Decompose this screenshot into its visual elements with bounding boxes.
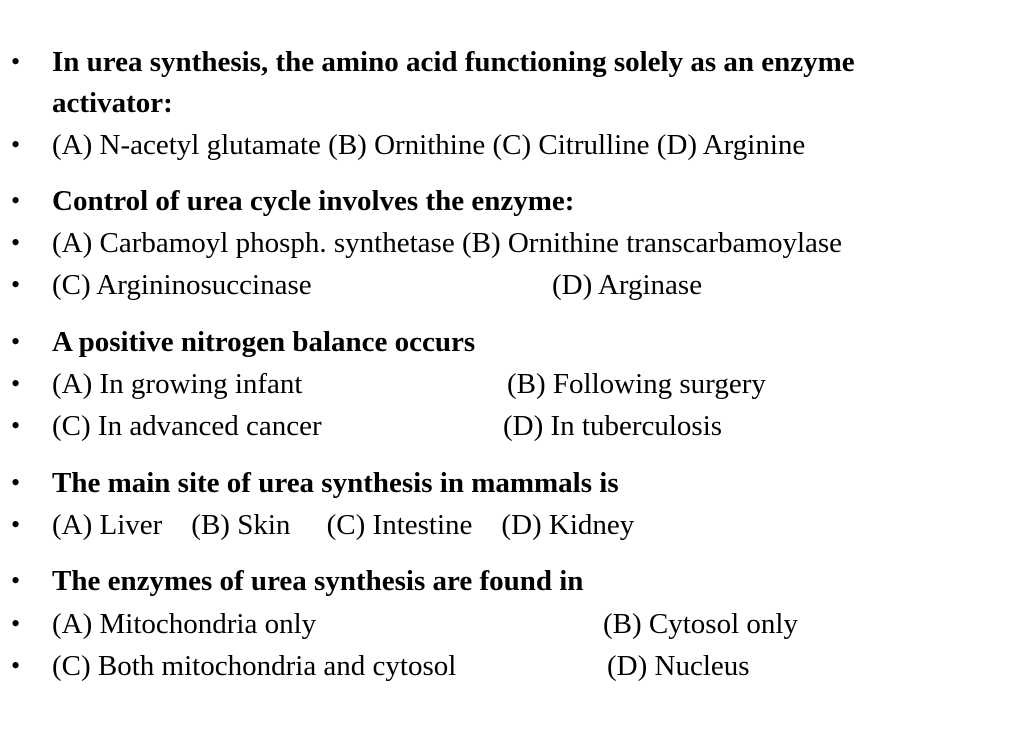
question-5-option-c: (C) Both mitochondria and cytosol	[52, 650, 457, 682]
question-1-stem-line-2	[0, 83, 1024, 123]
question-4-options	[0, 505, 1024, 545]
bullet-icon: •	[11, 411, 21, 440]
question-3-stem	[0, 322, 1024, 362]
question-1-stem-text-cont: activator:	[52, 87, 173, 119]
bullet-icon: •	[11, 468, 21, 497]
question-2-options-line-2	[0, 265, 1024, 305]
bullet-icon: •	[11, 228, 21, 257]
bullet-icon: •	[11, 186, 21, 215]
question-2-options-text: (A) Carbamoyl phosph. synthetase (B) Ornithine transcarbamoylase	[52, 227, 843, 259]
bullet-icon: •	[11, 369, 21, 398]
question-1-options	[0, 125, 1024, 165]
question-5-options-line-1	[0, 604, 1024, 644]
question-4-stem-text: The main site of urea synthesis in mammals is	[52, 467, 619, 499]
question-1-stem-text: In urea synthesis, the amino acid functioning solely as an enzyme	[52, 46, 855, 78]
question-4-options-text: (A) Liver (B) Skin (C) Intestine (D) Kidney	[52, 509, 635, 541]
question-1-options-text: (A) N-acetyl glutamate (B) Ornithine (C) Citrulline (D) Arginine	[52, 129, 806, 161]
question-3-option-a: (A) In growing infant	[52, 368, 303, 400]
bullet-icon: •	[11, 47, 21, 76]
question-4-stem	[0, 463, 1024, 503]
question-1-stem-line-1	[0, 42, 1024, 82]
question-3-stem-text: A positive nitrogen balance occurs	[52, 326, 476, 358]
question-3-options-line-2	[0, 406, 1024, 446]
question-2-options-line-1	[0, 223, 1024, 263]
question-5-option-d: (D) Nucleus	[607, 650, 750, 682]
question-5-options-line-2	[0, 646, 1024, 686]
question-3-option-c: (C) In advanced cancer	[52, 410, 322, 442]
question-2-stem	[0, 181, 1024, 221]
bullet-icon: •	[11, 130, 21, 159]
bullet-icon: •	[11, 609, 21, 638]
question-5-option-b: (B) Cytosol only	[603, 608, 798, 640]
bullet-icon: •	[11, 327, 21, 356]
question-5-stem	[0, 561, 1024, 601]
bullet-icon: •	[11, 566, 21, 595]
question-2-stem-text: Control of urea cycle involves the enzyme:	[52, 185, 575, 217]
question-3-option-d: (D) In tuberculosis	[503, 410, 723, 442]
question-5-option-a: (A) Mitochondria only	[52, 608, 317, 640]
question-2-option-c: (C) Argininosuccinase	[52, 269, 312, 301]
bullet-icon: •	[11, 651, 21, 680]
question-3-options-line-1	[0, 364, 1024, 404]
question-5-stem-text: The enzymes of urea synthesis are found in	[52, 565, 584, 597]
bullet-icon: •	[11, 270, 21, 299]
question-3-option-b: (B) Following surgery	[507, 368, 766, 400]
bullet-icon: •	[11, 510, 21, 539]
question-2-option-d: (D) Arginase	[552, 269, 703, 301]
